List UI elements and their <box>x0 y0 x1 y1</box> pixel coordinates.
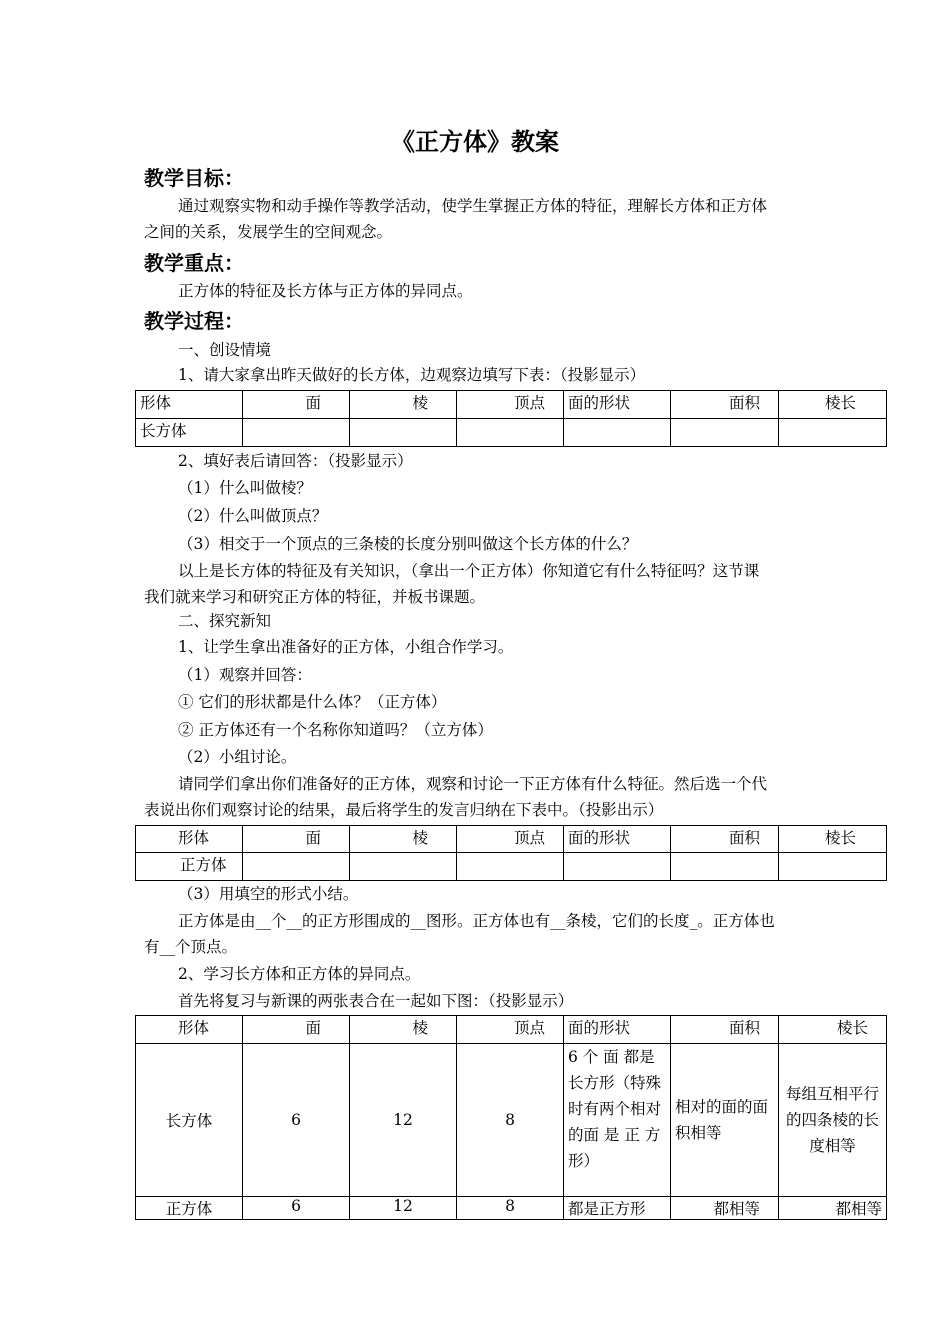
cell-vertices: 8 <box>457 1197 564 1220</box>
header-area: 面积 <box>671 1016 779 1044</box>
page-title: 《正方体》教案 <box>391 127 559 156</box>
goal-text-line-2: 之间的关系，发展学生的空间观念。 <box>144 223 393 241</box>
table-row <box>136 419 887 447</box>
table-cube-blank <box>135 825 887 881</box>
summary-step: （3）用填空的形式小结。 <box>178 885 359 903</box>
part1-step2: 2、填好表后请回答：（投影显示） <box>178 452 413 470</box>
header-area: 面积 <box>671 391 779 419</box>
cell-edges: 12 <box>350 1197 457 1220</box>
header-face-shape: 面的形状 <box>564 1016 671 1044</box>
process-heading: 教学过程： <box>144 309 244 333</box>
part2-step2-text: 首先将复习与新课的两张表合在一起如下图：（投影显示） <box>178 992 574 1010</box>
blank-cell[interactable] <box>671 853 779 881</box>
blank-cell[interactable] <box>350 853 457 881</box>
blank-cell[interactable] <box>457 419 564 447</box>
header-edges: 棱 <box>350 1016 457 1044</box>
goal-heading: 教学目标： <box>144 166 244 190</box>
part2-step1: 1、让学生拿出准备好的正方体，小组合作学习。 <box>178 638 514 656</box>
cell-shape: 正方体 <box>136 1197 243 1220</box>
header-face-shape: 面的形状 <box>564 826 671 853</box>
blank-cell[interactable] <box>350 419 457 447</box>
table-row <box>136 853 887 881</box>
cell-face-shape: 都是正方形 <box>564 1197 671 1220</box>
part1-paragraph-line-1: 以上是长方体的特征及有关知识，（拿出一个正方体）你知道它有什么特征吗？这节课 <box>178 562 760 580</box>
header-edge-length: 棱长 <box>779 826 887 853</box>
blank-cell[interactable] <box>564 419 671 447</box>
cell-area: 都相等 <box>671 1197 779 1220</box>
header-faces: 面 <box>243 1016 350 1044</box>
table-header-row <box>136 826 887 853</box>
part1-heading: 一、创设情境 <box>178 341 272 359</box>
table-row <box>136 1044 887 1197</box>
key-heading: 教学重点： <box>144 251 244 275</box>
question-3: （3）相交于一个顶点的三条棱的长度分别叫做这个长方体的什么？ <box>178 535 638 553</box>
header-edge-length: 棱长 <box>779 1016 887 1044</box>
blank-cell[interactable] <box>243 853 350 881</box>
header-area: 面积 <box>671 826 779 853</box>
blank-cell[interactable] <box>779 853 887 881</box>
header-edge-length: 棱长 <box>779 391 887 419</box>
cell-face-shape: 6 个 面 都是长方形（特殊时有两个相对的面 是 正 方形） <box>564 1044 671 1197</box>
cell-edge-length: 每组互相平行的四条棱的长度相等 <box>779 1044 887 1197</box>
header-shape: 形体 <box>136 1016 243 1044</box>
header-shape: 形体 <box>136 391 243 419</box>
row-label-cube: 正方体 <box>136 853 243 881</box>
blank-cell[interactable] <box>457 853 564 881</box>
observe-question-b: ② 正方体还有一个名称你知道吗？（立方体） <box>178 721 493 739</box>
goal-text-line-1: 通过观察实物和动手操作等教学活动，使学生掌握正方体的特征，理解长方体和正方体 <box>178 197 768 215</box>
cell-faces: 6 <box>243 1044 350 1197</box>
observe-question-a: ① 它们的形状都是什么体？（正方体） <box>178 693 447 711</box>
header-vertices: 顶点 <box>457 826 564 853</box>
cell-shape: 长方体 <box>136 1044 243 1197</box>
fill-blank-line-1: 正方体是由__个__的正方形围成的__图形。正方体也有__条棱，它们的长度_。正方体也 <box>178 912 775 930</box>
discuss-step: （2）小组讨论。 <box>178 748 297 766</box>
question-2: （2）什么叫做顶点？ <box>178 507 328 525</box>
part2-step2: 2、学习长方体和正方体的异同点。 <box>178 965 421 983</box>
header-vertices: 顶点 <box>457 1016 564 1044</box>
header-edges: 棱 <box>350 826 457 853</box>
part2-paragraph-line-1: 请同学们拿出你们准备好的正方体，观察和讨论一下正方体有什么特征。然后选一个代 <box>178 775 768 793</box>
part2-heading: 二、探究新知 <box>178 612 272 630</box>
header-faces: 面 <box>243 826 350 853</box>
observe-step: （1）观察并回答： <box>178 666 312 684</box>
header-vertices: 顶点 <box>457 391 564 419</box>
part2-paragraph-line-2: 表说出你们观察讨论的结果，最后将学生的发言归纳在下表中。（投影出示） <box>144 801 664 819</box>
header-edges: 棱 <box>350 391 457 419</box>
blank-cell[interactable] <box>671 419 779 447</box>
table-comparison <box>135 1015 887 1220</box>
table-row <box>136 1197 887 1220</box>
table-header-row <box>136 391 887 419</box>
question-1: （1）什么叫做棱？ <box>178 479 312 497</box>
header-shape: 形体 <box>136 826 243 853</box>
row-label-cuboid: 长方体 <box>136 419 243 447</box>
table-header-row <box>136 1016 887 1044</box>
blank-cell[interactable] <box>779 419 887 447</box>
header-face-shape: 面的形状 <box>564 391 671 419</box>
part1-paragraph-line-2: 我们就来学习和研究正方体的特征，并板书课题。 <box>144 588 486 606</box>
blank-cell[interactable] <box>243 419 350 447</box>
blank-cell[interactable] <box>564 853 671 881</box>
fill-blank-line-2: 有__个顶点。 <box>144 938 238 956</box>
cell-edge-length: 都相等 <box>779 1197 887 1220</box>
cell-area: 相对的面的面积相等 <box>671 1044 779 1197</box>
header-faces: 面 <box>243 391 350 419</box>
table-cuboid-blank <box>135 390 887 447</box>
part1-step1: 1、请大家拿出昨天做好的长方体，边观察边填写下表：（投影显示） <box>178 366 646 384</box>
cell-faces: 6 <box>243 1197 350 1220</box>
cell-vertices: 8 <box>457 1044 564 1197</box>
key-text: 正方体的特征及长方体与正方体的异同点。 <box>178 282 473 300</box>
cell-edges: 12 <box>350 1044 457 1197</box>
